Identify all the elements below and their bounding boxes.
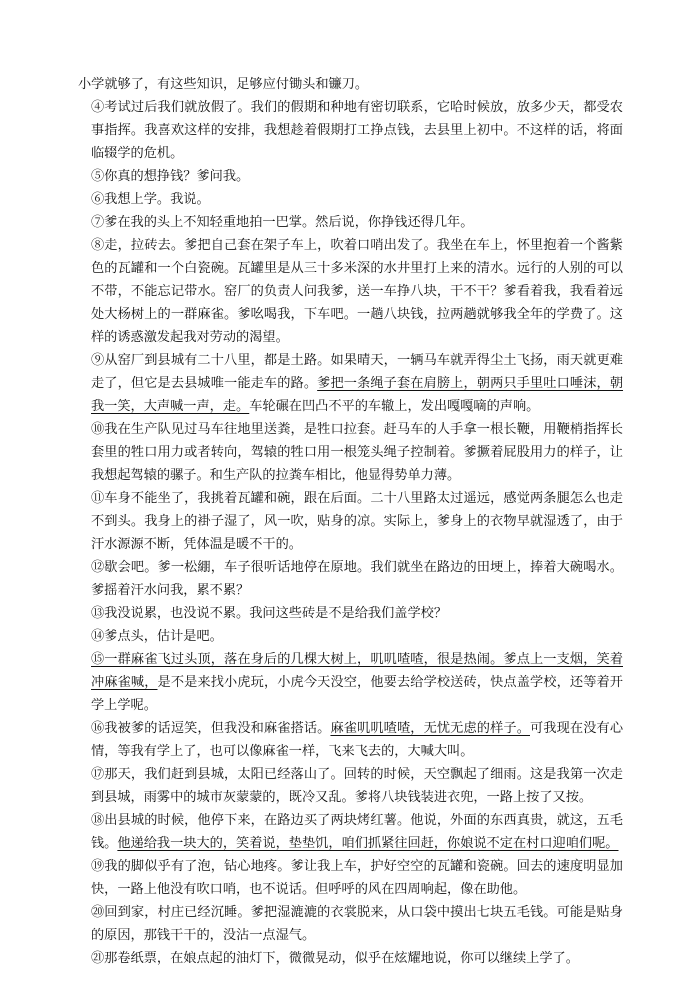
paragraph-p18 <box>78 809 623 855</box>
paragraph-text: 小学就够了，有这些知识，足够应付锄头和镰刀。 <box>78 77 369 92</box>
underlined-text: ⑮一群麻雀飞过头顶，落在身后的几棵大树上，叽叽喳喳，很是热闹。爹点上一支烟，笑着冲麻雀喊， <box>91 652 623 690</box>
paragraph-p21 <box>78 947 623 970</box>
paragraph-p14 <box>78 625 623 648</box>
paragraph-text: ⑧走，拉砖去。爹把自己套在架子车上，吹着口哨出发了。我坐在车上，怀里抱着一个酱紫色的瓦罐和一个白瓷碗。瓦罐里是从三十多米深的水井里打上来的清水。远行的人别的可以不带，不能忘记带水。窑厂的负责人问我爹，送一车挣八块，干不干？爹看着我，我看着远处大杨树上的一群麻雀。爹吆喝我，下车吧。一趟八块钱，拉两趟就够我全年的学费了。这样的诱惑激发起我对劳动的渴望。 <box>91 238 623 345</box>
paragraph-p6 <box>78 188 623 211</box>
paragraph-text: ⑭爹点头，估计是吧。 <box>91 629 223 644</box>
paragraph-text: ⑥我想上学。我说。 <box>91 192 210 207</box>
paragraph-p7 <box>78 211 623 234</box>
paragraph-p0 <box>78 73 623 96</box>
paragraph-p19 <box>78 855 623 901</box>
paragraph-text: ⑪车身不能坐了，我挑着瓦罐和碗，跟在后面。二十八里路太过遥远，感觉两条腿怎么也走不到头。我身上的褂子湿了，风一吹，贴身的凉。实际上，爹身上的衣物早就湿透了，由于汗水源源不断，凭体温是暖不干的。 <box>91 491 623 552</box>
paragraph-text: ⑩我在生产队见过马车往地里送粪，是牲口拉套。赶马车的人手拿一根长鞭，用鞭梢指挥长套里的牲口用力或者转向，驾辕的牲口用一根笼头绳子控制着。爹撅着屁股用力的样子，让我想起驾辕的骡子。和生产队的拉粪车相比，他显得势单力薄。 <box>91 422 623 483</box>
paragraph-text: 车轮碾在凹凸不平的车辙上，发出嘎嘎嘀的声响。 <box>249 399 540 414</box>
paragraph-text: ⑲我的脚似乎有了泡，钻心地疼。爹让我上车，护好空空的瓦罐和瓷碗。回去的速度明显加快，一路上他没有吹口哨，也不说话。但呼呼的风在四周响起，像在助他。 <box>91 859 623 897</box>
paragraph-p20 <box>78 901 623 947</box>
paragraph-text: ⑱出县城的时候，他停下来，在路边买了两块烤红薯。他说，外面的东西真贵，就这，五毛钱。 <box>91 813 623 851</box>
paragraph-text: ⑰那天，我们赶到县城，太阳已经落山了。回转的时候，天空飘起了细雨。这是我第一次走到县城，雨雾中的城市灰蒙蒙的，既冷又乱。爹将八块钱装进衣兜，一路上按了又按。 <box>91 767 623 805</box>
paragraph-p8 <box>78 234 623 349</box>
paragraph-text: ⑳回到家，村庄已经沉睡。爹把湿漉漉的衣裳脱来，从口袋中摸出七块五毛钱。可能是贴身的原因，那钱干干的，没沾一点湿气。 <box>91 905 623 943</box>
paragraph-text: ⑤你真的想挣钱？爹问我。 <box>91 169 250 184</box>
paragraph-text: 可我现在没有心情，等我有学上了，也可以像麻雀一样，飞来飞去的，大喊大叫。 <box>91 721 624 759</box>
paragraph-text: ㉑那卷纸票，在娘点起的油灯下，微微晃动，似乎在炫耀地说，你可以继续上学了。 <box>91 951 579 966</box>
paragraph-text: ⑦爹在我的头上不知轻重地拍一巴掌。然后说，你挣钱还得几年。 <box>91 215 474 230</box>
paragraph-p13 <box>78 602 623 625</box>
paragraph-text: ⑫歇会吧。爹一松綳，车子很听话地停在原地。我们就坐在路边的田埂上，捧着大碗喝水。爹摇着汗水问我，累不累？ <box>91 560 623 598</box>
paragraph-p5 <box>78 165 623 188</box>
paragraph-p10 <box>78 418 623 487</box>
underlined-text: 他递给我一块大的，笑着说，垫垫饥，咱们抓紧往回赶，你娘说不定在村口迎咱们呢。 <box>117 836 619 851</box>
paragraph-text: ⑯我被爹的话逗笑，但我没和麻雀搭话。 <box>91 721 331 736</box>
paragraph-p11 <box>78 487 623 556</box>
paragraph-p15 <box>78 648 623 717</box>
paragraph-p12 <box>78 556 623 602</box>
paragraph-text: ⑬我没说累，也没说不累。我问这些砖是不是给我们盖学校？ <box>91 606 448 621</box>
underlined-text: 爹把一条绳子套在肩膀上，朝两只手里吐口唾沫，朝我一笑，大声喊一声，走。 <box>91 376 624 414</box>
article-body <box>78 73 623 970</box>
underlined-text: 麻雀叽叽喳喳，无忧无虑的样子。 <box>330 721 530 736</box>
paragraph-p9 <box>78 349 623 418</box>
paragraph-p17 <box>78 763 623 809</box>
paragraph-text: ④考试过后我们就放假了。我们的假期和种地有密切联系，它哈时候放，放多少天，都受农事指挥。我喜欢这样的安排，我想趁着假期打工挣点钱，去县里上初中。不这样的话，将面临辍学的危机。 <box>91 100 623 161</box>
paragraph-text: 是不是来找小虎玩，小虎今天没空，他要去给学校送砖，快点盖学校，还等着开学上学呢。 <box>91 675 623 713</box>
paragraph-p4 <box>78 96 623 165</box>
paragraph-text: ⑨从窑厂到县城有二十八里，都是土路。如果晴天，一辆马车就弄得尘土飞扬，雨天就更难走了，但它是去县城唯一能走车的路。 <box>91 353 623 391</box>
paragraph-p16 <box>78 717 623 763</box>
